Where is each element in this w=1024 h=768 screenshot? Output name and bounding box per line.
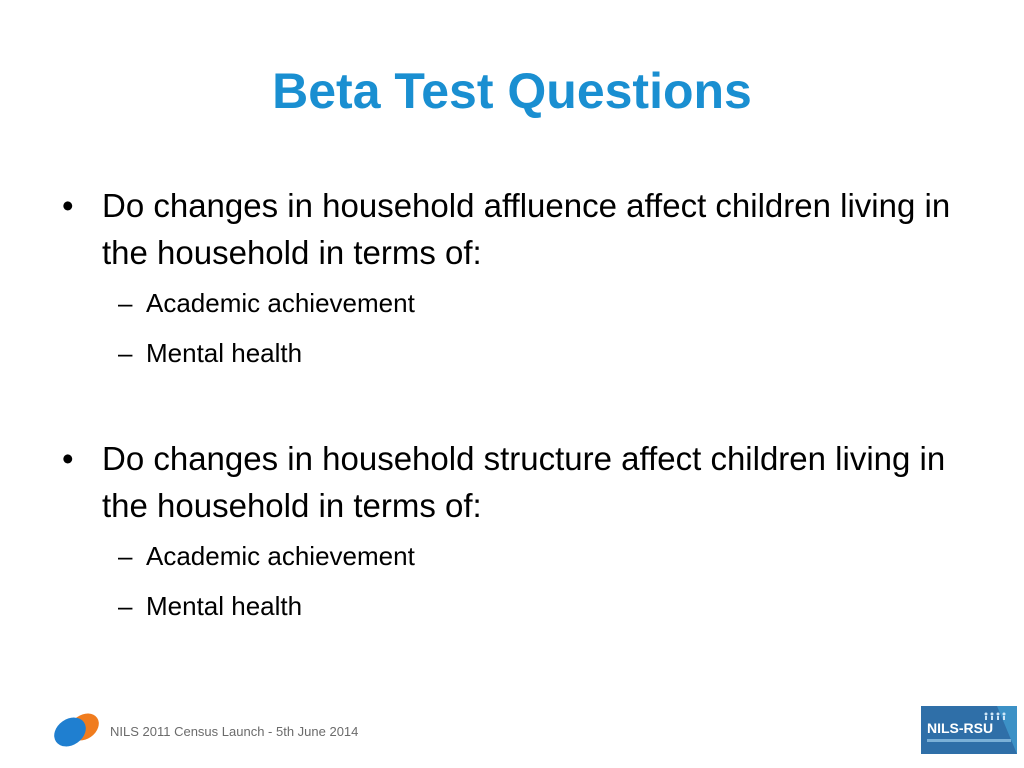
sub-item xyxy=(62,538,962,574)
slide-title: Beta Test Questions xyxy=(272,63,752,119)
sub-text: Mental health xyxy=(146,591,303,621)
sub-marker: – xyxy=(118,541,133,571)
sub-text: Academic achievement xyxy=(146,541,415,571)
logo-text: NILS-RSU xyxy=(927,720,994,736)
bullet-text: Do changes in household affluence affect children living in the household in terms of: xyxy=(102,187,951,271)
sub-item xyxy=(62,588,962,624)
nils-logo-icon xyxy=(48,710,104,750)
sub-text: Mental health xyxy=(146,338,303,368)
people-icon xyxy=(983,712,1009,720)
logo-subtitle-line xyxy=(927,739,1011,742)
slide-body xyxy=(62,182,962,624)
sub-marker: – xyxy=(118,591,133,621)
sub-item xyxy=(62,335,962,371)
sub-text: Academic achievement xyxy=(146,288,415,318)
bullet-text: Do changes in household structure affect children living in the household in terms of: xyxy=(102,440,946,524)
spacer xyxy=(62,371,962,435)
bullet-item xyxy=(62,435,962,529)
sub-marker: – xyxy=(118,338,133,368)
nils-rsu-logo xyxy=(921,706,1017,754)
bullet-item xyxy=(62,182,962,276)
sub-marker: – xyxy=(118,288,133,318)
sub-item xyxy=(62,285,962,321)
bullet-marker: • xyxy=(62,440,74,477)
bullet-marker: • xyxy=(62,187,74,224)
footer-text: NILS 2011 Census Launch - 5th June 2014 xyxy=(110,724,359,739)
